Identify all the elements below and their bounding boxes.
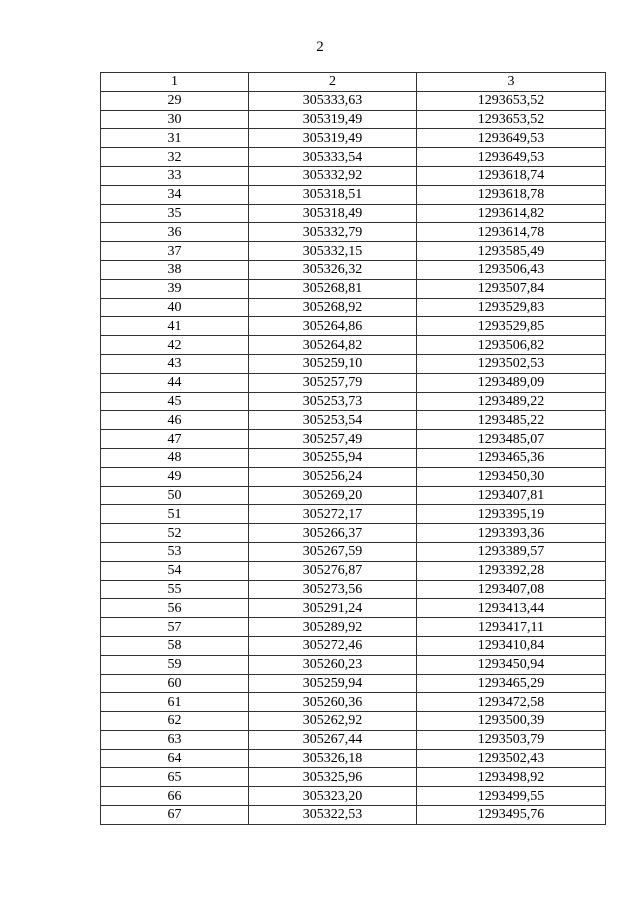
y-coordinate-cell: 1293485,22 — [417, 411, 606, 430]
x-coordinate-cell: 305253,54 — [249, 411, 417, 430]
y-coordinate-cell: 1293507,84 — [417, 279, 606, 298]
y-coordinate-cell: 1293407,81 — [417, 486, 606, 505]
table-row — [101, 185, 606, 204]
table-row — [101, 260, 606, 279]
x-coordinate-cell: 305332,79 — [249, 223, 417, 242]
y-coordinate-cell: 1293529,83 — [417, 298, 606, 317]
y-coordinate-cell: 1293502,53 — [417, 354, 606, 373]
x-coordinate-cell: 305266,37 — [249, 524, 417, 543]
y-coordinate-cell: 1293407,08 — [417, 580, 606, 599]
point-number-cell: 67 — [101, 806, 249, 825]
table-row — [101, 486, 606, 505]
y-coordinate-cell: 1293392,28 — [417, 561, 606, 580]
x-coordinate-cell: 305272,46 — [249, 636, 417, 655]
point-number-cell: 33 — [101, 166, 249, 185]
point-number-cell: 36 — [101, 223, 249, 242]
point-number-cell: 65 — [101, 768, 249, 787]
point-number-cell: 50 — [101, 486, 249, 505]
point-number-cell: 31 — [101, 129, 249, 148]
point-number-cell: 57 — [101, 618, 249, 637]
x-coordinate-cell: 305273,56 — [249, 580, 417, 599]
x-coordinate-cell: 305267,44 — [249, 730, 417, 749]
table-row — [101, 561, 606, 580]
y-coordinate-cell: 1293502,43 — [417, 749, 606, 768]
x-coordinate-cell: 305332,92 — [249, 166, 417, 185]
y-coordinate-cell: 1293499,55 — [417, 787, 606, 806]
table-row — [101, 166, 606, 185]
point-number-cell: 44 — [101, 373, 249, 392]
table-row — [101, 787, 606, 806]
y-coordinate-cell: 1293465,36 — [417, 448, 606, 467]
y-coordinate-cell: 1293503,79 — [417, 730, 606, 749]
point-number-cell: 49 — [101, 467, 249, 486]
point-number-cell: 40 — [101, 298, 249, 317]
table-row — [101, 110, 606, 129]
table-row — [101, 505, 606, 524]
table-body — [101, 73, 606, 825]
table-row — [101, 392, 606, 411]
point-number-cell: 32 — [101, 148, 249, 167]
x-coordinate-cell: 305272,17 — [249, 505, 417, 524]
point-number-cell: 29 — [101, 91, 249, 110]
point-number-cell: 61 — [101, 693, 249, 712]
table-row — [101, 580, 606, 599]
y-coordinate-cell: 1293417,11 — [417, 618, 606, 637]
x-coordinate-cell: 305257,79 — [249, 373, 417, 392]
point-number-cell: 35 — [101, 204, 249, 223]
y-coordinate-cell: 1293618,78 — [417, 185, 606, 204]
point-number-cell: 56 — [101, 599, 249, 618]
x-coordinate-cell: 305255,94 — [249, 448, 417, 467]
point-number-cell: 48 — [101, 448, 249, 467]
x-coordinate-cell: 305332,15 — [249, 242, 417, 261]
table-row — [101, 204, 606, 223]
x-coordinate-cell: 305326,32 — [249, 260, 417, 279]
y-coordinate-cell: 1293649,53 — [417, 129, 606, 148]
column-header-point: 1 — [101, 73, 249, 92]
x-coordinate-cell: 305318,49 — [249, 204, 417, 223]
table-row — [101, 693, 606, 712]
y-coordinate-cell: 1293489,09 — [417, 373, 606, 392]
point-number-cell: 46 — [101, 411, 249, 430]
table-row — [101, 223, 606, 242]
table-row — [101, 749, 606, 768]
x-coordinate-cell: 305264,86 — [249, 317, 417, 336]
x-coordinate-cell: 305276,87 — [249, 561, 417, 580]
table-row — [101, 354, 606, 373]
y-coordinate-cell: 1293614,78 — [417, 223, 606, 242]
point-number-cell: 39 — [101, 279, 249, 298]
x-coordinate-cell: 305326,18 — [249, 749, 417, 768]
table-row — [101, 768, 606, 787]
y-coordinate-cell: 1293450,30 — [417, 467, 606, 486]
x-coordinate-cell: 305262,92 — [249, 712, 417, 731]
table-row — [101, 430, 606, 449]
table-row — [101, 148, 606, 167]
table-row — [101, 373, 606, 392]
y-coordinate-cell: 1293393,36 — [417, 524, 606, 543]
x-coordinate-cell: 305256,24 — [249, 467, 417, 486]
x-coordinate-cell: 305319,49 — [249, 110, 417, 129]
table-row — [101, 317, 606, 336]
y-coordinate-cell: 1293585,49 — [417, 242, 606, 261]
x-coordinate-cell: 305333,63 — [249, 91, 417, 110]
point-number-cell: 37 — [101, 242, 249, 261]
table-row — [101, 636, 606, 655]
y-coordinate-cell: 1293389,57 — [417, 542, 606, 561]
y-coordinate-cell: 1293614,82 — [417, 204, 606, 223]
point-number-cell: 54 — [101, 561, 249, 580]
y-coordinate-cell: 1293485,07 — [417, 430, 606, 449]
table-row — [101, 599, 606, 618]
x-coordinate-cell: 305268,92 — [249, 298, 417, 317]
x-coordinate-cell: 305260,36 — [249, 693, 417, 712]
table-row — [101, 542, 606, 561]
point-number-cell: 55 — [101, 580, 249, 599]
coordinates-table — [100, 72, 606, 825]
table-row — [101, 712, 606, 731]
x-coordinate-cell: 305259,10 — [249, 354, 417, 373]
table-row — [101, 655, 606, 674]
table-row — [101, 91, 606, 110]
point-number-cell: 58 — [101, 636, 249, 655]
x-coordinate-cell: 305333,54 — [249, 148, 417, 167]
point-number-cell: 41 — [101, 317, 249, 336]
y-coordinate-cell: 1293465,29 — [417, 674, 606, 693]
table-header-row — [101, 73, 606, 92]
y-coordinate-cell: 1293450,94 — [417, 655, 606, 674]
point-number-cell: 64 — [101, 749, 249, 768]
table-row — [101, 242, 606, 261]
table-row — [101, 448, 606, 467]
x-coordinate-cell: 305260,23 — [249, 655, 417, 674]
y-coordinate-cell: 1293649,53 — [417, 148, 606, 167]
y-coordinate-cell: 1293500,39 — [417, 712, 606, 731]
y-coordinate-cell: 1293506,82 — [417, 336, 606, 355]
table-row — [101, 524, 606, 543]
y-coordinate-cell: 1293489,22 — [417, 392, 606, 411]
point-number-cell: 59 — [101, 655, 249, 674]
y-coordinate-cell: 1293506,43 — [417, 260, 606, 279]
page-number: 2 — [316, 39, 324, 55]
point-number-cell: 63 — [101, 730, 249, 749]
y-coordinate-cell: 1293498,92 — [417, 768, 606, 787]
table-row — [101, 467, 606, 486]
x-coordinate-cell: 305253,73 — [249, 392, 417, 411]
table-row — [101, 618, 606, 637]
x-coordinate-cell: 305319,49 — [249, 129, 417, 148]
column-header-y: 3 — [417, 73, 606, 92]
point-number-cell: 53 — [101, 542, 249, 561]
x-coordinate-cell: 305322,53 — [249, 806, 417, 825]
x-coordinate-cell: 305289,92 — [249, 618, 417, 637]
column-header-x: 2 — [249, 73, 417, 92]
table-row — [101, 730, 606, 749]
y-coordinate-cell: 1293495,76 — [417, 806, 606, 825]
x-coordinate-cell: 305257,49 — [249, 430, 417, 449]
point-number-cell: 60 — [101, 674, 249, 693]
point-number-cell: 52 — [101, 524, 249, 543]
x-coordinate-cell: 305323,20 — [249, 787, 417, 806]
table-row — [101, 129, 606, 148]
point-number-cell: 51 — [101, 505, 249, 524]
x-coordinate-cell: 305268,81 — [249, 279, 417, 298]
y-coordinate-cell: 1293653,52 — [417, 110, 606, 129]
x-coordinate-cell: 305269,20 — [249, 486, 417, 505]
y-coordinate-cell: 1293395,19 — [417, 505, 606, 524]
y-coordinate-cell: 1293410,84 — [417, 636, 606, 655]
point-number-cell: 45 — [101, 392, 249, 411]
table-row — [101, 298, 606, 317]
point-number-cell: 30 — [101, 110, 249, 129]
x-coordinate-cell: 305267,59 — [249, 542, 417, 561]
point-number-cell: 38 — [101, 260, 249, 279]
point-number-cell: 47 — [101, 430, 249, 449]
point-number-cell: 43 — [101, 354, 249, 373]
x-coordinate-cell: 305318,51 — [249, 185, 417, 204]
table-row — [101, 806, 606, 825]
y-coordinate-cell: 1293413,44 — [417, 599, 606, 618]
x-coordinate-cell: 305264,82 — [249, 336, 417, 355]
point-number-cell: 34 — [101, 185, 249, 204]
table-row — [101, 279, 606, 298]
x-coordinate-cell: 305259,94 — [249, 674, 417, 693]
table-row — [101, 336, 606, 355]
point-number-cell: 66 — [101, 787, 249, 806]
x-coordinate-cell: 305291,24 — [249, 599, 417, 618]
point-number-cell: 42 — [101, 336, 249, 355]
y-coordinate-cell: 1293529,85 — [417, 317, 606, 336]
x-coordinate-cell: 305325,96 — [249, 768, 417, 787]
y-coordinate-cell: 1293472,58 — [417, 693, 606, 712]
table-row — [101, 674, 606, 693]
table-row — [101, 411, 606, 430]
point-number-cell: 62 — [101, 712, 249, 731]
y-coordinate-cell: 1293653,52 — [417, 91, 606, 110]
y-coordinate-cell: 1293618,74 — [417, 166, 606, 185]
